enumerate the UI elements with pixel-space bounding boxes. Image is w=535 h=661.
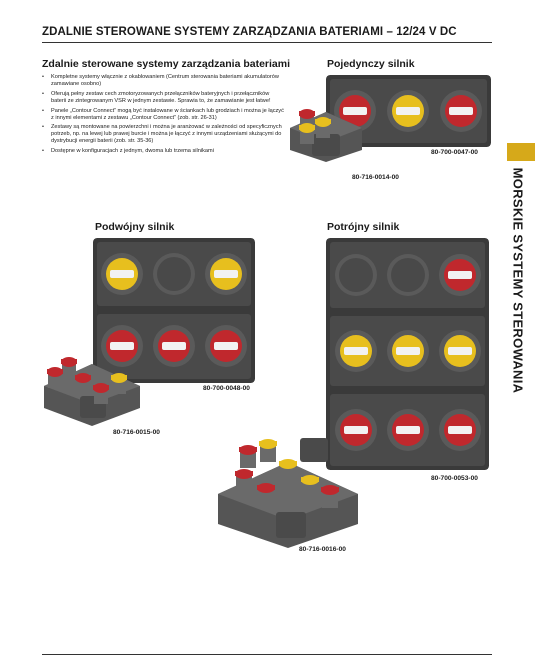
- intro-heading: Zdalnie sterowane systemy zarządzania bateriami: [42, 58, 291, 70]
- switch-knob-red: [75, 373, 91, 394]
- chapter-tab: [507, 143, 535, 161]
- switch-knob-yellow: [299, 123, 315, 144]
- double-motor-heading: Podwójny silnik: [95, 221, 175, 233]
- switch-knob-red: [439, 409, 481, 451]
- single-panel-part-number: 80-700-0047-00: [431, 149, 478, 156]
- feature-list: [42, 74, 286, 158]
- switch-knob-yellow: [439, 330, 481, 372]
- double-module-part-number: 80-716-0015-00: [113, 429, 160, 436]
- footer-divider: [42, 654, 492, 655]
- blank-plug: [335, 254, 377, 296]
- switch-knob-red: [439, 254, 481, 296]
- feature-item: • Dostępne w konfiguracjach z jednym, dwoma lub trzema silnikami: [42, 148, 286, 155]
- switch-knob-red: [205, 325, 247, 367]
- feature-item: • Panele „Contour Connect” mogą być instalowane w ściankach lub grodziach i można je łączyć z innymi elementami z zestawu „Contour Connect” (zob. str. 26-31): [42, 108, 286, 122]
- switch-knob-red: [440, 90, 482, 132]
- switch-knob-red: [257, 483, 275, 506]
- feature-item: • Zestawy są montowane na powierzchni i można je aranżować w zależności od specyficznych potrzeb, np. na lewej lub prawej burcie i można je łączyć z innymi urządzeniami służącymi do dystrybucji energii baterii (zob. str. 35-36): [42, 124, 286, 145]
- blank-plug: [153, 253, 195, 295]
- triple-motor-module-photo: [214, 432, 362, 550]
- switch-knob-red: [387, 409, 429, 451]
- single-motor-heading: Pojedynczy silnik: [327, 58, 415, 70]
- triple-module-part-number: 80-716-0016-00: [299, 546, 346, 553]
- switch-knob-yellow: [111, 373, 127, 394]
- switch-knob-yellow: [259, 439, 277, 462]
- switch-knob-yellow: [387, 330, 429, 372]
- chapter-side-label: [506, 160, 530, 400]
- switch-knob-red: [61, 357, 77, 378]
- title-divider: [42, 42, 492, 43]
- switch-knob-yellow: [335, 330, 377, 372]
- switch-knob-yellow: [387, 90, 429, 132]
- switch-knob-red: [153, 325, 195, 367]
- single-motor-module-photo: [286, 92, 366, 164]
- switch-knob-red: [239, 445, 257, 468]
- chapter-side-label-text: MORSKIE SYSTEMY STEROWANIA: [510, 167, 526, 393]
- single-module-part-number: 80-716-0014-00: [352, 174, 399, 181]
- double-panel-part-number: 80-700-0048-00: [203, 385, 250, 392]
- triple-panel-part-number: 80-700-0053-00: [431, 475, 478, 482]
- switch-knob-yellow: [301, 475, 319, 498]
- page-title: ZDALNIE STEROWANE SYSTEMY ZARZĄDZANIA BATERIAMI – 12/24 V DC: [42, 26, 457, 38]
- switch-knob-red: [235, 469, 253, 492]
- double-motor-module-photo: [40, 342, 144, 428]
- feature-item: • Oferują pełny zestaw cech zmotoryzowanych przełączników bateryjnych i przełączników baterii ze zintegrowanym VSR w jednym zestawie. Sprawia to, że zamawianie jest łatwe!: [42, 91, 286, 105]
- switch-knob-yellow: [279, 459, 297, 482]
- switch-knob-red: [321, 485, 339, 508]
- feature-item: • Kompletne systemy włącznie z okablowaniem (Centrum sterowania bateriami akumulatorów zamawiane osobno): [42, 74, 286, 88]
- switch-knob-yellow: [315, 117, 331, 138]
- switch-knob-red: [47, 367, 63, 388]
- switch-knob-red: [93, 383, 109, 404]
- switch-knob-yellow: [205, 253, 247, 295]
- switch-knob-yellow: [101, 253, 143, 295]
- blank-plug: [387, 254, 429, 296]
- triple-motor-heading: Potrójny silnik: [327, 221, 400, 233]
